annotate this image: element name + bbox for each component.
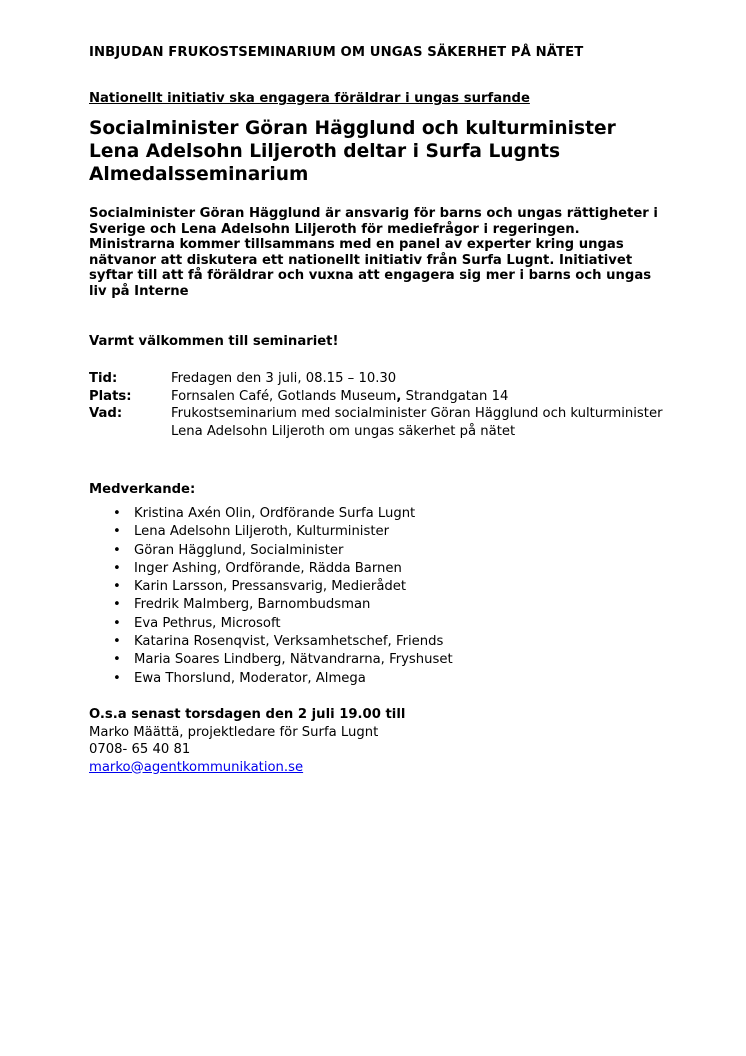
lead-paragraph: Socialminister Göran Hägglund är ansvarig för barns och ungas rättigheter i Sverige och Lena Adelsohn Liljeroth för mediefrågor i regeringen. Ministrarna kommer tillsammans med en panel av experter kring ungas nätvanor att diskutera ett nationellt initiativ från Surfa Lugnt. Initiativet syftar till att få föräldrar och vuxna att engagera sig mer i barns och ungas liv på Interne [89, 206, 658, 299]
rsvp-section [89, 706, 405, 776]
participant-name: Fredrik Malmberg, Barnombudsman [134, 597, 371, 613]
participant-name: Ewa Thorslund, Moderator, Almega [134, 670, 366, 686]
what-value: Frukostseminarium med socialminister Göran Hägglund och kulturminister Lena Adelsohn Liljeroth om ungas säkerhet på nätet [171, 406, 663, 439]
list-item [89, 596, 453, 614]
participant-name: Kristina Axén Olin, Ordförande Surfa Lugnt [134, 506, 416, 521]
participant-name: Maria Soares Lindberg, Nätvandrarna, Fryshuset [134, 652, 453, 668]
bullet: • [113, 634, 121, 650]
list-item [89, 670, 453, 688]
place-label: Plats: [89, 388, 132, 404]
headline: Socialminister Göran Hägglund och kulturminister Lena Adelsohn Liljeroth deltar i Surfa Lugnts Almedalsseminarium [89, 118, 616, 185]
participant-name: Katarina Rosenqvist, Verksamhetschef, Friends [134, 634, 444, 650]
list-item [89, 578, 453, 596]
place-value-venue: Fornsalen Café, Gotlands Museum [171, 388, 397, 404]
participant-name: Karin Larsson, Pressansvarig, Medierådet [134, 579, 407, 595]
info-row-place [89, 388, 669, 406]
what-label: Vad: [89, 406, 123, 421]
list-item [89, 615, 453, 633]
participant-name: Eva Pethrus, Microsoft [134, 615, 281, 631]
kicker-subheading: Nationellt initiativ ska engagera föräldrar i ungas surfande [89, 91, 530, 106]
event-info [89, 370, 669, 440]
rsvp-email-link[interactable]: marko@agentkommunikation.se [89, 759, 304, 775]
place-value-comma: , [396, 388, 402, 404]
list-item [89, 651, 453, 669]
list-item [89, 633, 453, 651]
participant-name: Inger Ashing, Ordförande, Rädda Barnen [134, 560, 402, 576]
list-item [89, 542, 453, 560]
participant-name: Lena Adelsohn Liljeroth, Kulturminister [134, 524, 390, 540]
info-row-time [89, 370, 669, 388]
list-item [89, 523, 453, 541]
bullet: • [113, 615, 121, 631]
rsvp-heading: O.s.a senast torsdagen den 2 juli 19.00 till [89, 707, 406, 722]
place-value [171, 388, 669, 406]
list-item [89, 505, 453, 523]
info-row-what [89, 405, 669, 440]
participant-name: Göran Hägglund, Socialminister [134, 542, 344, 558]
bullet: • [113, 542, 121, 558]
bullet: • [113, 506, 121, 521]
list-item [89, 560, 453, 578]
welcome-line: Varmt välkommen till seminariet! [89, 334, 339, 349]
bullet: • [113, 560, 121, 576]
time-label: Tid: [89, 371, 118, 386]
document-header-title: INBJUDAN FRUKOSTSEMINARIUM OM UNGAS SÄKERHET PÅ NÄTET [89, 45, 584, 60]
place-value-street: Strandgatan 14 [401, 388, 509, 404]
bullet: • [113, 524, 121, 540]
bullet: • [113, 652, 121, 668]
participants-heading: Medverkande: [89, 482, 196, 497]
time-value: Fredagen den 3 juli, 08.15 – 10.30 [171, 371, 397, 386]
bullet: • [113, 597, 121, 613]
bullet: • [113, 670, 121, 686]
bullet: • [113, 579, 121, 595]
rsvp-phone: 0708- 65 40 81 [89, 742, 191, 757]
participants-list [89, 505, 453, 688]
rsvp-contact: Marko Määttä, projektledare för Surfa Lugnt [89, 724, 379, 740]
